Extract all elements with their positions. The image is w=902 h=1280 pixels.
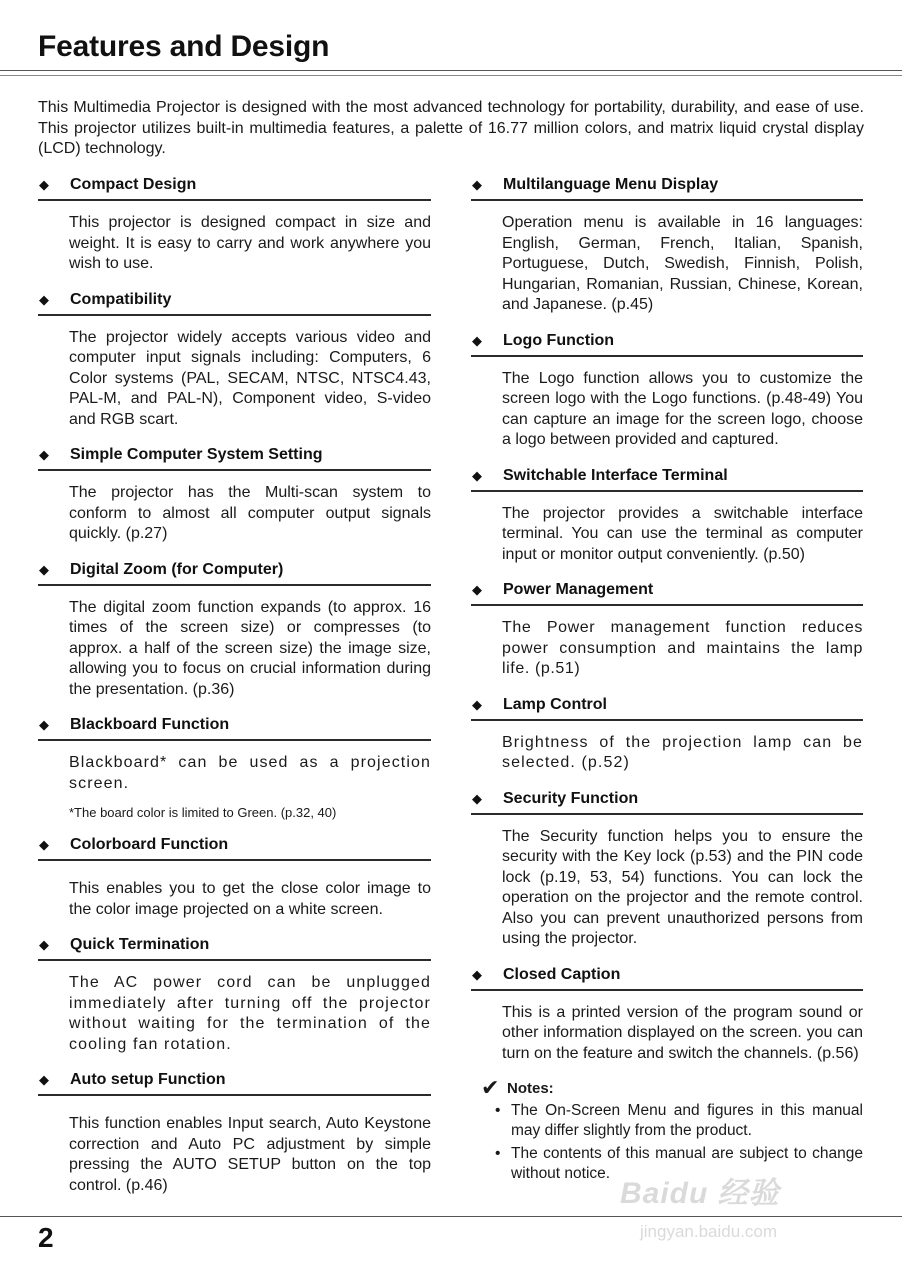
section-body: This function enables Input search, Auto Keystone correction and Auto PC adjustment by simple pressing the AUTO SETUP button on the top control. (p.46): [69, 1115, 431, 1194]
diamond-bullet-icon: ◆: [472, 467, 482, 483]
diamond-bullet-icon: ◆: [39, 291, 49, 307]
section-heading: [471, 172, 863, 201]
section-heading: [471, 692, 863, 721]
section-security-function: [471, 786, 863, 950]
notes-title: Notes:: [507, 1079, 554, 1097]
left-column: [38, 172, 431, 1196]
checkmark-icon: ✔: [481, 1075, 500, 1100]
diamond-bullet-icon: ◆: [39, 837, 49, 852]
diamond-bullet-icon: ◆: [39, 937, 49, 952]
diamond-bullet-icon: ◆: [39, 717, 49, 732]
note-item: [481, 1101, 863, 1141]
title-rule-secondary: [0, 75, 902, 76]
section-closed-caption: [471, 962, 863, 1065]
diamond-bullet-icon: ◆: [472, 790, 482, 806]
section-body: This enables you to get the close color image to the color image projected on a white screen.: [69, 880, 431, 918]
page-title: Features and Design: [38, 30, 330, 63]
section-title: Logo Function: [503, 331, 615, 349]
bullet-dot-icon: •: [495, 1102, 501, 1119]
section-heading: [471, 577, 863, 606]
section-title: Compact Design: [70, 176, 197, 193]
section-blackboard-function: [38, 712, 431, 822]
note-text: The contents of this manual are subject to change without notice.: [511, 1145, 863, 1182]
section-heading: [38, 1067, 431, 1096]
title-rule: [0, 70, 902, 71]
section-heading: [471, 786, 863, 815]
section-title: Blackboard Function: [70, 716, 230, 733]
diamond-bullet-icon: ◆: [472, 696, 482, 712]
section-body: Brightness of the projection lamp can be selected. (p.52): [502, 733, 863, 771]
section-body: The Logo function allows you to customize the screen logo with the Logo functions. (p.48-49) You can capture an image for the screen logo, choose a logo between provided and captured.: [502, 369, 863, 448]
diamond-bullet-icon: ◆: [472, 177, 482, 192]
diamond-bullet-icon: ◆: [39, 1072, 49, 1087]
section-title: Lamp Control: [503, 695, 607, 713]
footnote: *The board color is limited to Green. (p.32, 40): [69, 805, 337, 820]
section-title: Quick Termination: [70, 936, 210, 953]
right-column: [471, 172, 863, 1184]
section-title: Switchable Interface Terminal: [503, 466, 728, 484]
section-body: The projector has the Multi-scan system to conform to almost all computer output signals quickly. (p.27): [69, 484, 431, 542]
section-heading: [38, 287, 431, 316]
section-heading: [38, 557, 431, 586]
section-title: Digital Zoom (for Computer): [70, 560, 284, 578]
section-switchable-interface-terminal: [471, 463, 863, 566]
section-simple-computer-system-setting: [38, 442, 431, 545]
notes-heading: [481, 1075, 863, 1100]
diamond-bullet-icon: ◆: [472, 966, 482, 982]
section-heading: [471, 962, 863, 991]
section-body: The projector provides a switchable interface terminal. You can use the terminal as computer input or monitor output conveniently. (p.50): [502, 504, 863, 563]
section-digital-zoom: [38, 557, 431, 701]
watermark-url: jingyan.baidu.com: [640, 1222, 778, 1241]
section-title: Simple Computer System Setting: [70, 446, 323, 463]
diamond-bullet-icon: ◆: [472, 332, 482, 348]
section-colorboard-function: [38, 832, 431, 920]
section-multilanguage-menu-display: [471, 172, 863, 316]
section-body: Blackboard* can be used as a projection screen.: [69, 754, 431, 792]
footer-rule: [0, 1216, 902, 1217]
section-quick-termination: [38, 932, 431, 1055]
diamond-bullet-icon: ◆: [39, 447, 49, 462]
section-logo-function: [471, 328, 863, 451]
watermark-logo: Baidu 经验: [620, 1177, 780, 1210]
section-heading: [471, 328, 863, 357]
intro-paragraph: This Multimedia Projector is designed with the most advanced technology for portability, durability, and ease of use. This projector utilizes built-in multimedia features, a palette of 16.77 million colors, and matrix liquid crystal display (LCD) technology.: [38, 99, 864, 157]
section-auto-setup-function: [38, 1067, 431, 1196]
section-body: The AC power cord can be unplugged immediately after turning off the projector without waiting for the termination of the cooling fan rotation.: [69, 974, 431, 1053]
section-body: The Security function helps you to ensure the security with the Key lock (p.53) and the PIN code lock (p.19, 53, 54) functions. You can lock the operation on the projector and the remote control. Also you can prevent unauthorized persons from using the projector.: [502, 827, 863, 947]
section-heading: [38, 442, 431, 471]
diamond-bullet-icon: ◆: [39, 177, 49, 192]
section-body: The digital zoom function expands (to approx. 16 times of the screen size) or compresses (to approx. a half of the screen size) the image size, allowing you to focus on crucial information during the presentation. (p.36): [69, 598, 431, 698]
section-heading: [38, 172, 431, 201]
section-title: Closed Caption: [503, 965, 621, 983]
section-title: Multilanguage Menu Display: [503, 176, 719, 193]
section-heading: [38, 832, 431, 861]
section-compact-design: [38, 172, 431, 275]
section-body: The Power management function reduces power consumption and maintains the lamp life. (p.51): [502, 619, 863, 677]
section-title: Auto setup Function: [70, 1071, 226, 1088]
bullet-dot-icon: •: [495, 1145, 501, 1162]
page-number: 2: [38, 1222, 54, 1253]
section-compatibility: [38, 287, 431, 431]
diamond-bullet-icon: ◆: [472, 582, 482, 597]
section-power-management: [471, 577, 863, 680]
section-title: Security Function: [503, 789, 639, 807]
section-heading: [38, 932, 431, 961]
section-lamp-control: [471, 692, 863, 774]
section-heading: [38, 712, 431, 741]
section-title: Colorboard Function: [70, 836, 229, 853]
section-title: Power Management: [503, 581, 654, 598]
note-text: The On-Screen Menu and figures in this manual may differ slightly from the product.: [511, 1102, 863, 1139]
section-body: The projector widely accepts various video and computer input signals including: Computers, 6 Color systems (PAL, SECAM, NTSC, NTSC4.43, PAL-M, and PAL-N), Component video, S-video and RGB scart.: [69, 328, 431, 428]
section-body: This projector is designed compact in size and weight. It is easy to carry and work anywhere you wish to use.: [69, 214, 431, 272]
section-title: Compatibility: [70, 290, 172, 308]
section-body: This is a printed version of the program sound or other information displayed on the screen. you can turn on the feature and switch the channels. (p.56): [502, 1003, 863, 1062]
section-body: Operation menu is available in 16 languages: English, German, French, Italian, Spanish, Portuguese, Dutch, Swedish, Finnish, Polish, Hungarian, Romanian, Russian, Chinese, Korean, and Japanese. (p.45): [502, 214, 863, 313]
diamond-bullet-icon: ◆: [39, 561, 49, 577]
section-heading: [471, 463, 863, 492]
